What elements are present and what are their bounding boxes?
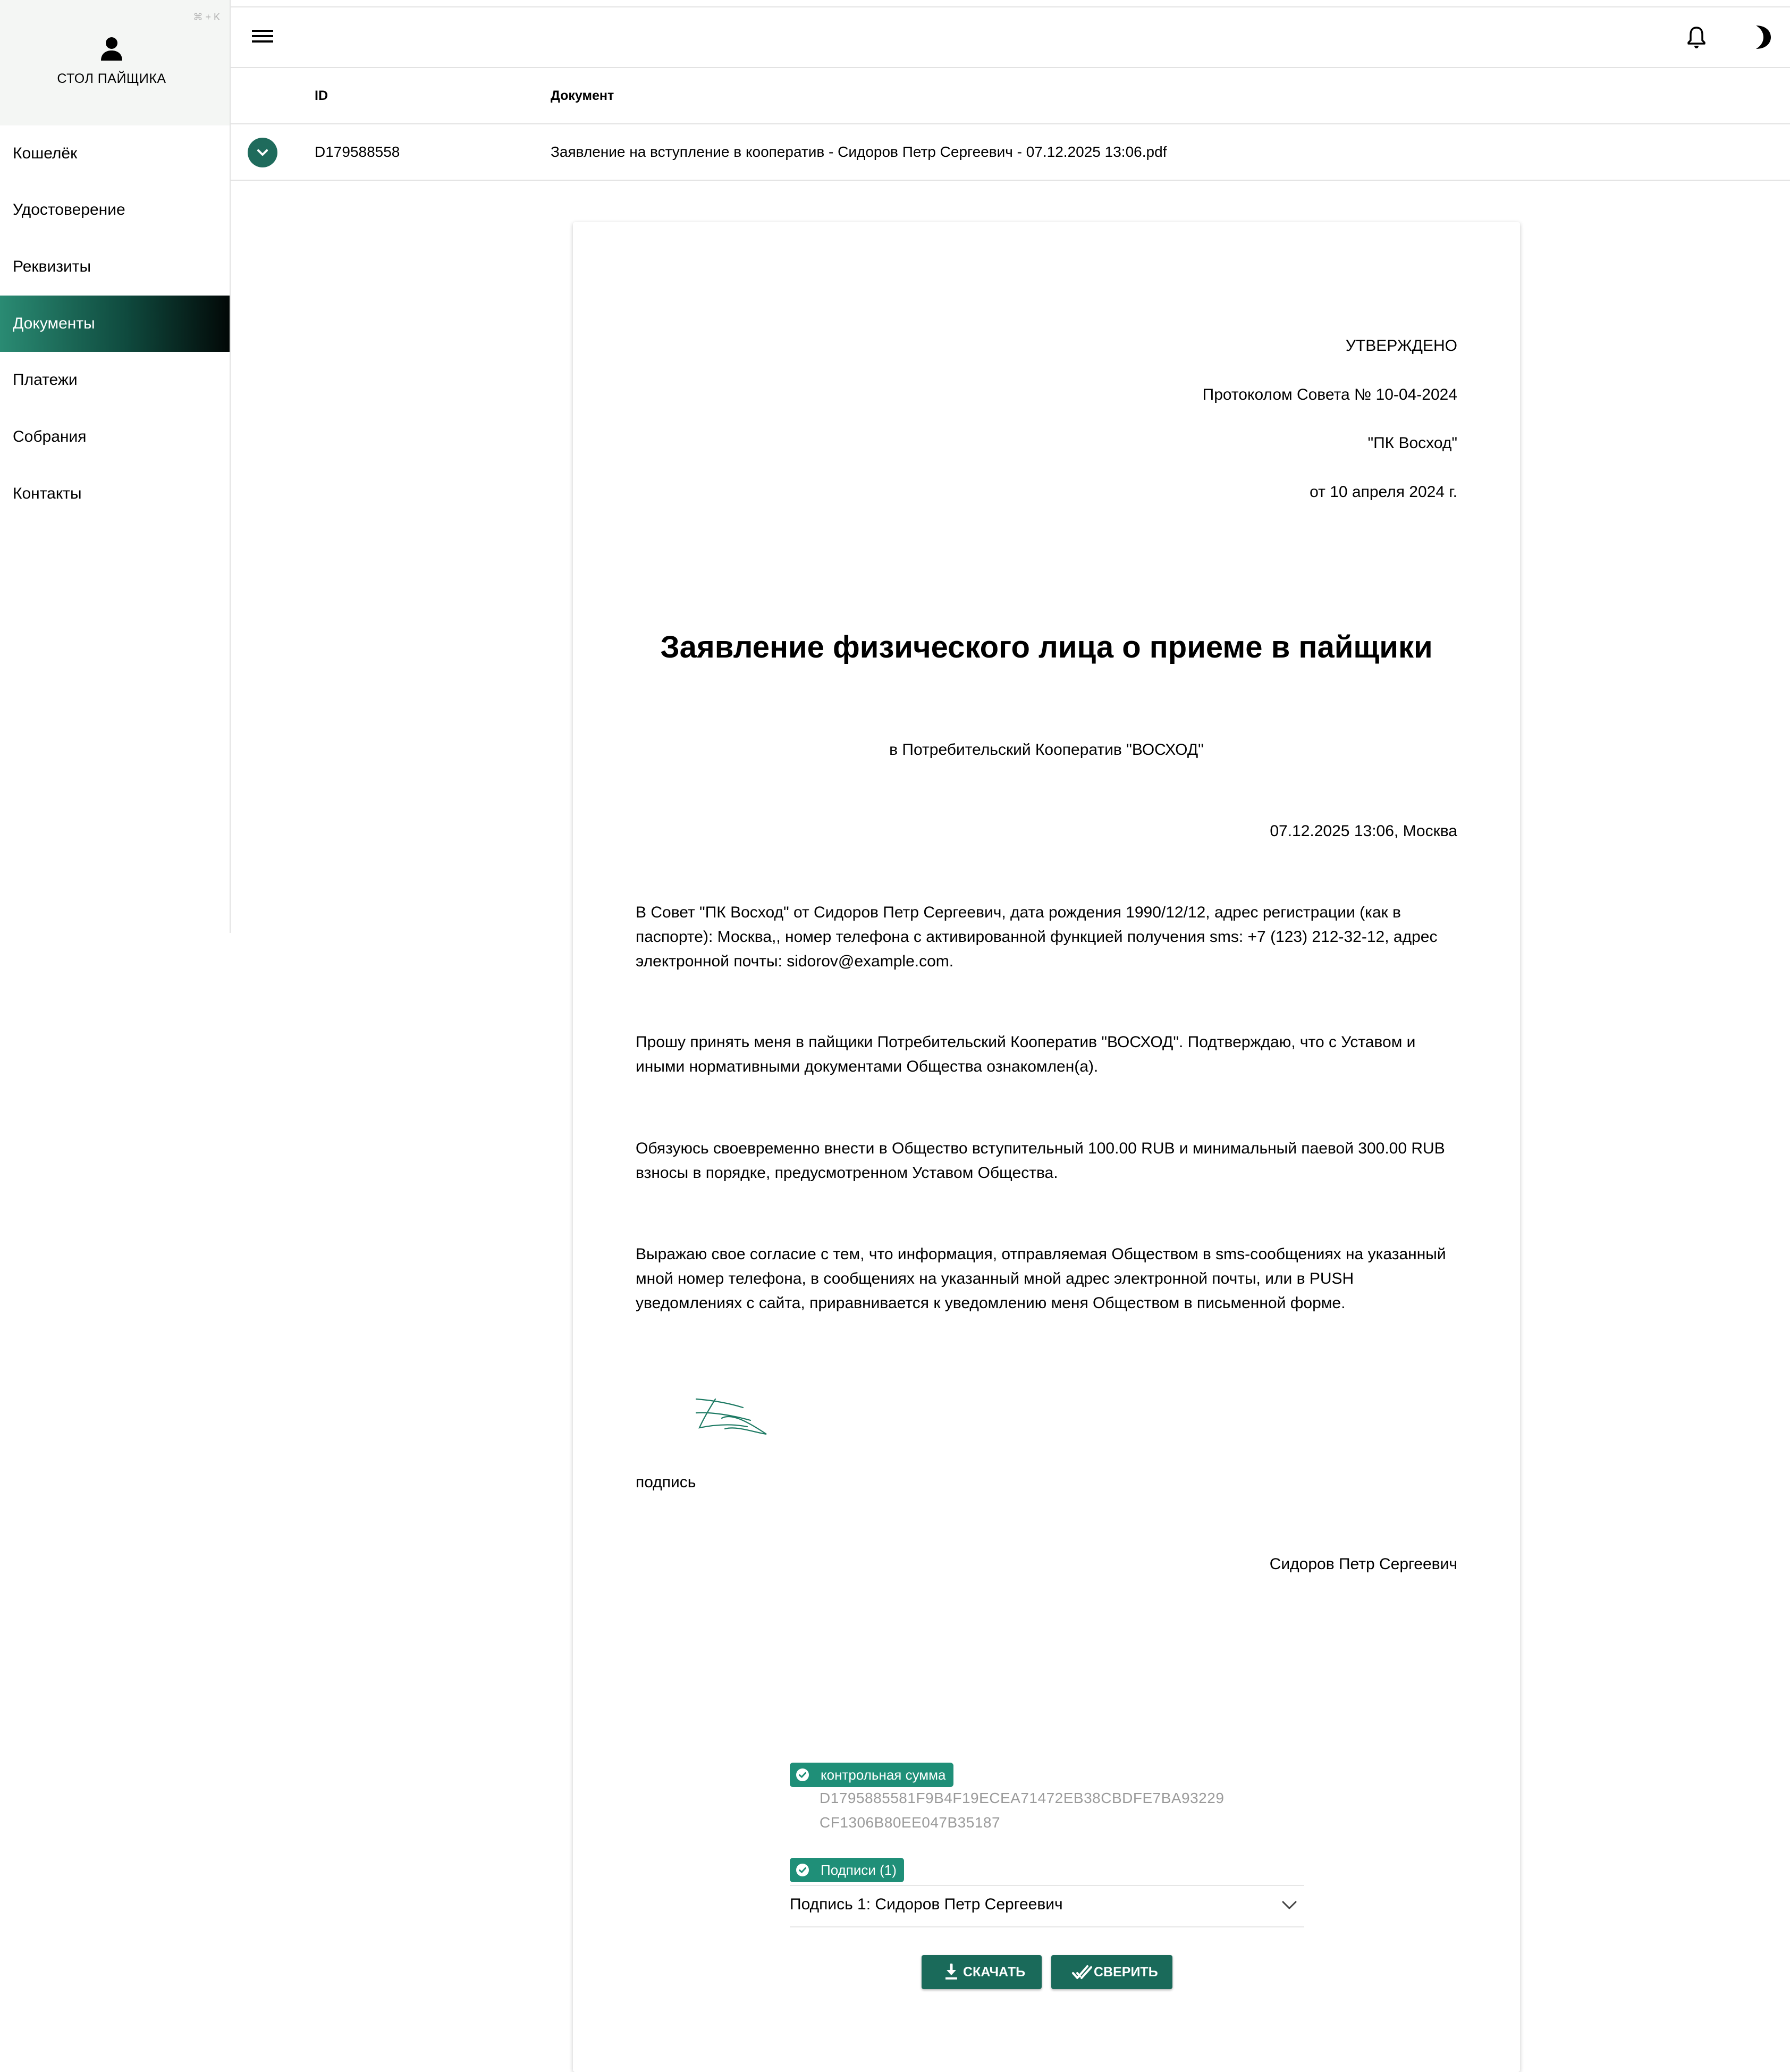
chevron-down-icon [1281,1899,1298,1911]
sidebar-item-label: Удостоверение [13,201,125,218]
table-header [230,68,1790,124]
handwritten-signature [694,1397,769,1439]
sidebar-item-documents[interactable] [0,296,230,352]
approval-line: УТВЕРЖДЕНО [1345,337,1457,355]
sidebar-item-wallet[interactable] [0,125,230,182]
download-icon [944,1964,959,1981]
approval-line: Протоколом Совета № 10-04-2024 [1202,386,1457,403]
sidebar-item-label: Кошелёк [13,145,78,162]
sidebar-title: СТОЛ ПАЙЩИКА [57,71,166,86]
document-title: Заявление физического лица о приеме в пайщики [660,630,1433,664]
approval-line: от 10 апреля 2024 г. [1310,483,1457,501]
sidebar-item-requisites[interactable] [0,239,230,295]
check-circle-icon [796,1768,809,1781]
check-circle-icon [796,1864,809,1876]
top-bar [230,7,1790,68]
sidebar-item-payments[interactable] [0,352,230,408]
download-button-label: СКАЧАТЬ [963,1965,1026,1980]
signer-name: Сидоров Петр Сергеевич [1269,1555,1457,1573]
sidebar-item-contacts[interactable] [0,466,230,522]
checksum-badge-label: контрольная сумма [821,1767,946,1783]
sidebar-header [0,0,230,125]
document-paragraph: Прошу принять меня в пайщики Потребительский Кооператив "ВОСХОД". Подтверждаю, что с Уставом и иными нормативными документами Общества ознакомлен(а). [636,1033,1416,1075]
sidebar-item-label: Документы [13,315,95,332]
table-row[interactable] [230,124,1790,181]
checksum-value [820,1786,1298,1835]
column-header-document: Документ [551,88,614,103]
verify-button[interactable] [1051,1955,1172,1989]
approval-line: "ПК Восход" [1367,434,1457,452]
chevron-down-icon [255,146,270,159]
cell-document-name[interactable]: Заявление на вступление в кооператив - Сидоров Петр Сергеевич - 07.12.2025 13:06.pdf [551,144,1167,160]
document-subtitle: в Потребительский Кооператив "ВОСХОД" [889,741,1204,759]
sidebar-item-meetings[interactable] [0,409,230,465]
user-icon [100,36,123,62]
checksum-line: D1795885581F9B4F19ECEA71472EB38CBDFE7BA93229 [820,1790,1225,1806]
signatures-badge [790,1858,904,1882]
checksum-line: CF1306B80EE047B35187 [820,1814,1001,1831]
verify-button-label: СВЕРИТЬ [1094,1965,1158,1980]
cell-document-id: D179588558 [315,144,400,160]
download-button[interactable] [922,1955,1042,1989]
signature-item-label: Подпись 1: Сидоров Петр Сергеевич [790,1896,1063,1913]
document-date-place: 07.12.2025 13:06, Москва [1270,822,1457,840]
signature-label: подпись [636,1473,696,1491]
hotkey-hint: ⌘ + K [193,12,220,22]
moon-icon[interactable] [1753,23,1772,51]
sidebar-item-certificate[interactable] [0,182,230,238]
bell-icon[interactable] [1685,24,1708,50]
document-paragraph: В Совет "ПК Восход" от Сидоров Петр Сергеевич, дата рождения 1990/12/12, адрес регистрации (как в паспорте): Москва,, номер телефона с активированной функцией получения sms: +7 (123) 212-32-12, адрес электронной почты: sidorov@example.com. [636,904,1438,970]
sidebar-item-label: Реквизиты [13,258,91,275]
sidebar [0,0,231,933]
sidebar-item-label: Собрания [13,428,87,445]
document-paragraph: Выражаю свое согласие с тем, что информация, отправляемая Обществом в sms-сообщениях на указанный мной номер телефона, в сообщениях на указанный мной адрес электронной почты, или в PUSH уведомлениях с сайта, приравнивается к уведомлению меня Обществом в письменной форме. [636,1245,1446,1312]
signatures-badge-label: Подписи (1) [821,1862,897,1878]
signature-expansion-item[interactable] [790,1885,1304,1927]
expand-row-button[interactable] [248,138,277,167]
column-header-id: ID [315,88,328,103]
document-paragraph: Обязуюсь своевременно внести в Общество вступительный 100.00 RUB и минимальный паевой 300.00 RUB взносы в порядке, предусмотренном Уставом Общества. [636,1140,1445,1182]
menu-icon[interactable] [250,24,275,48]
double-check-icon [1071,1964,1093,1982]
sidebar-item-label: Платежи [13,371,78,389]
sidebar-item-label: Контакты [13,485,82,502]
checksum-badge [790,1763,953,1787]
